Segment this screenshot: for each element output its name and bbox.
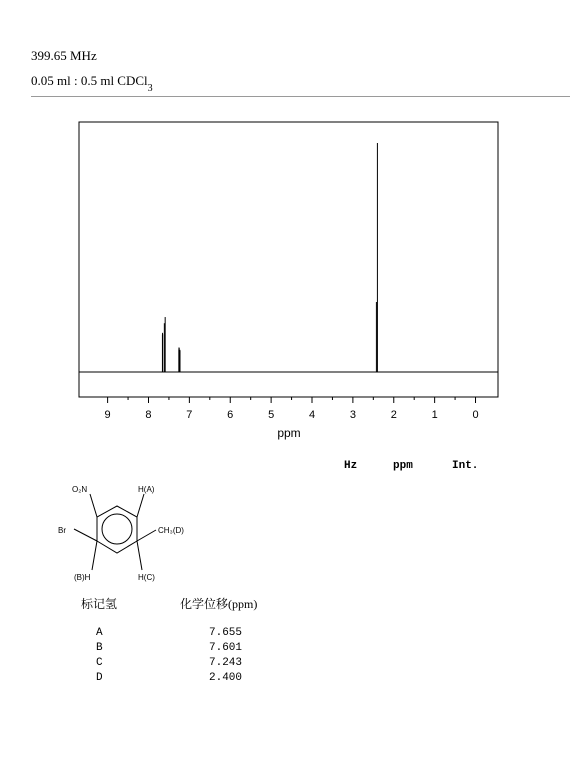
benzene-ring	[97, 506, 137, 553]
x-tick-label: 5	[268, 409, 275, 421]
bond-hb	[92, 541, 97, 570]
aromatic-circle	[102, 514, 132, 544]
bond-ch3	[137, 530, 156, 541]
label-br: Br	[58, 526, 66, 535]
peak-header-int: Int.	[452, 460, 479, 472]
molecule-labels	[58, 485, 184, 582]
bond-br	[74, 529, 97, 541]
label-no2: O₂N	[72, 485, 88, 494]
assignment-label: B	[96, 642, 103, 654]
peak-header-hz: Hz	[344, 460, 358, 472]
x-tick-label: 8	[145, 409, 152, 421]
assignment-shift: 7.601	[209, 642, 243, 654]
assignment-shift: 7.243	[209, 657, 243, 669]
label-hb: (B)H	[74, 573, 91, 582]
bond-no2	[90, 494, 97, 517]
x-tick-label: 1	[431, 409, 438, 421]
plot-frame	[79, 122, 498, 397]
bond-ha	[137, 494, 144, 517]
label-ha: H(A)	[138, 485, 155, 494]
peak-header-ppm: ppm	[393, 460, 413, 472]
assignment-label: C	[96, 657, 103, 669]
molecule-structure	[74, 494, 156, 570]
x-tick-label: 6	[227, 409, 234, 421]
assignment-label: A	[96, 627, 103, 639]
x-tick-label: 4	[308, 409, 316, 421]
label-ch3: CH₃(D)	[158, 526, 184, 535]
assignment-shift: 2.400	[209, 672, 243, 684]
assign-header-label: 标记氢	[81, 597, 118, 611]
solvent-text: 0.05 ml : 0.5 ml CDCl	[31, 73, 148, 88]
x-tick-label: 9	[104, 409, 111, 421]
x-tick-label: 2	[390, 409, 397, 421]
assignment-label: D	[96, 672, 103, 684]
label-hc: H(C)	[138, 573, 155, 582]
x-tick-label: 0	[472, 409, 479, 421]
assignment-shift: 7.655	[209, 627, 243, 639]
x-tick-label: 7	[186, 409, 193, 421]
x-axis-label: ppm	[277, 426, 301, 440]
spectrometer-frequency: 399.65 MHz	[31, 48, 97, 63]
bond-hc	[137, 541, 142, 570]
solvent-subscript: 3	[147, 82, 153, 94]
assign-header-shift: 化学位移(ppm)	[180, 597, 258, 611]
x-tick-label: 3	[349, 409, 356, 421]
